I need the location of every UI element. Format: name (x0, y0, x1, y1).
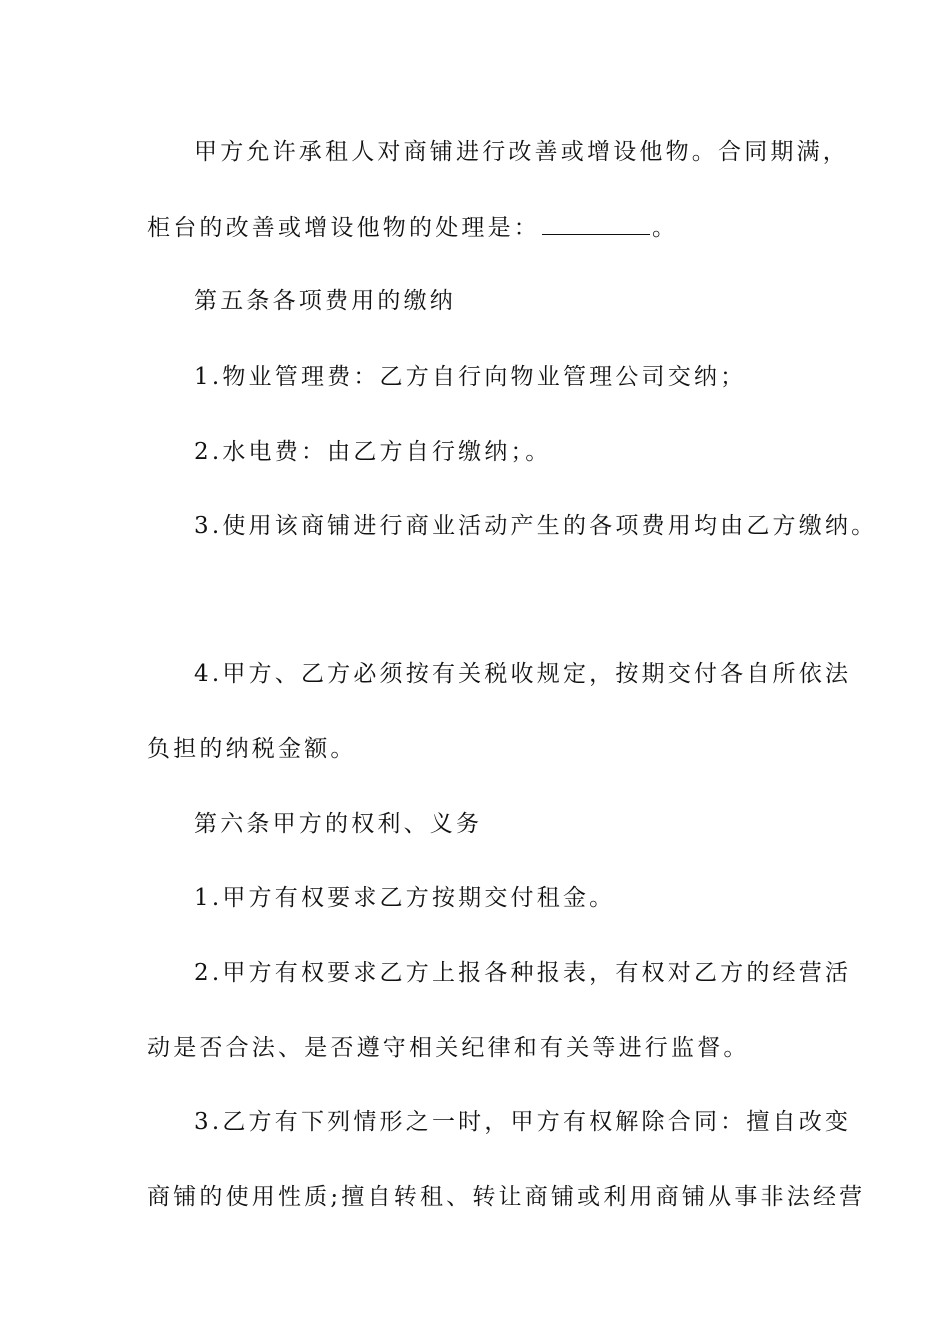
list-item-5-2: 2.水电费：由乙方自行缴纳；。 (194, 439, 552, 465)
list-item-5-3: 3.使用该商铺进行商业活动产生的各项费用均由乙方缴纳。 (194, 513, 878, 539)
paragraph-improvements-continued (147, 212, 678, 244)
text-segment: 。 (652, 215, 679, 241)
list-item-6-3-continued: 商铺的使用性质;擅自转租、转让商铺或利用商铺从事非法经营 (147, 1184, 866, 1210)
list-item-6-1: 1.甲方有权要求乙方按期交付租金。 (194, 885, 616, 911)
list-item-6-2-continued: 动是否合法、是否遵守相关纪律和有关等进行监督。 (147, 1035, 750, 1061)
section-heading-6: 第六条甲方的权利、义务 (194, 811, 483, 837)
list-item-6-2: 2.甲方有权要求乙方上报各种报表，有权对乙方的经营活 (194, 960, 852, 986)
list-item-5-4: 4.甲方、乙方必须按有关税收规定，按期交付各自所依法 (194, 661, 852, 687)
list-item-5-1: 1.物业管理费：乙方自行向物业管理公司交纳； (194, 364, 747, 390)
text-segment: 柜台的改善或增设他物的处理是： (147, 215, 540, 241)
list-item-6-3: 3.乙方有下列情形之一时，甲方有权解除合同：擅自改变 (194, 1109, 852, 1135)
list-item-5-4-continued: 负担的纳税金额。 (147, 736, 357, 762)
section-heading-5: 第五条各项费用的缴纳 (194, 288, 456, 314)
fill-in-blank (542, 214, 650, 235)
paragraph-improvements: 甲方允许承租人对商铺进行改善或增设他物。合同期满， (194, 139, 849, 165)
